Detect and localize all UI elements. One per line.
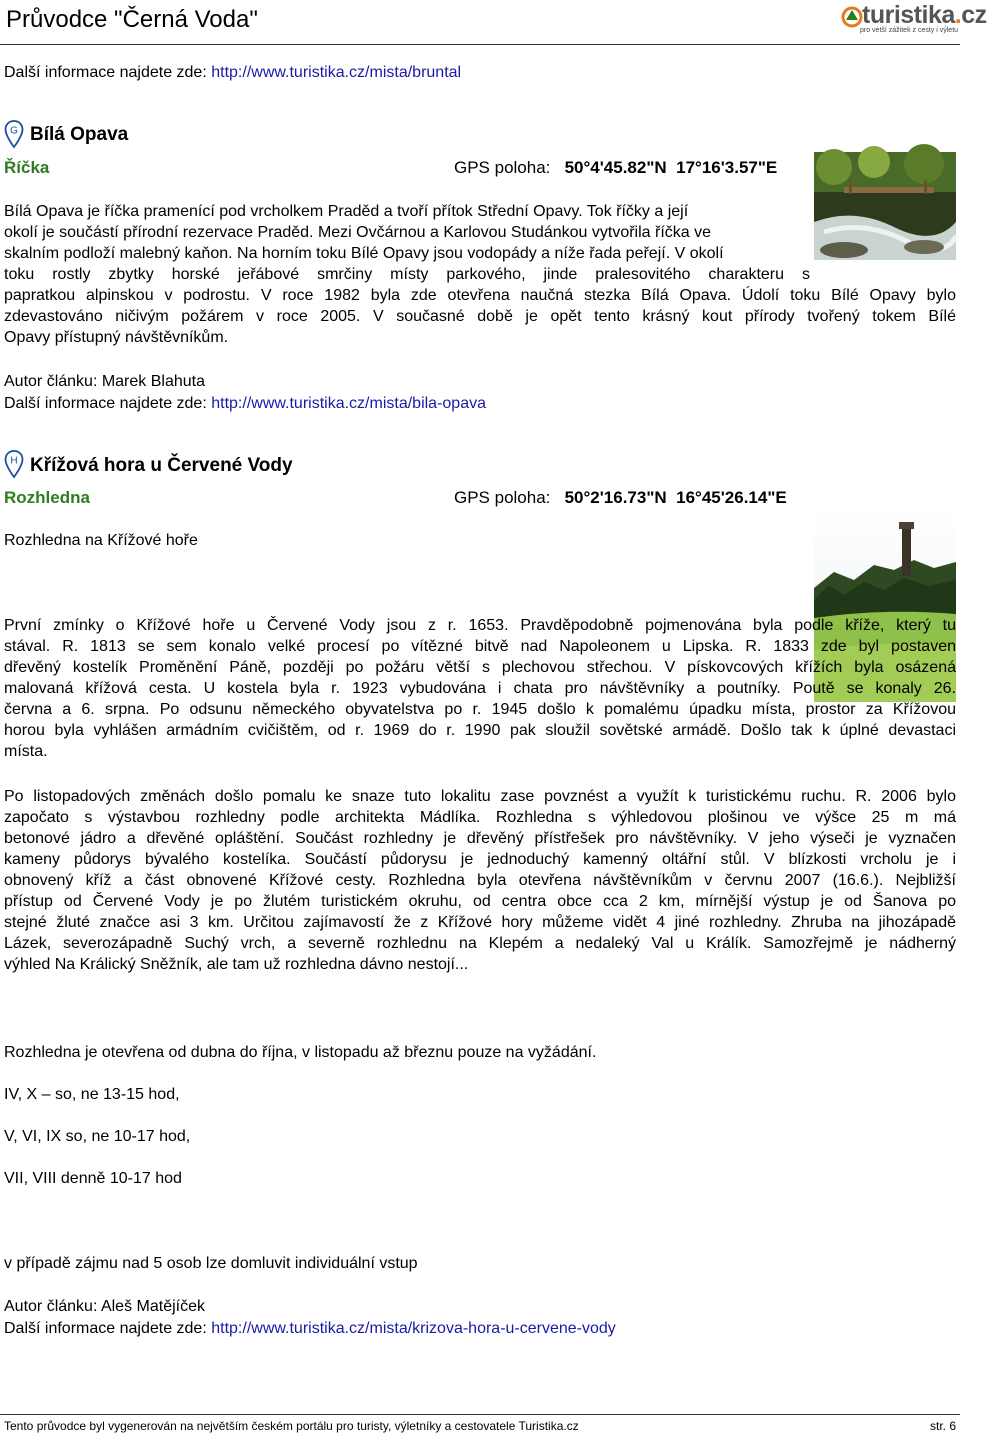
paragraph-line: skalním podloží malebný kaňon. Na horním toku Bílé Opavy jsou vodopády a níže řada peřejí. V okolí — [4, 245, 724, 262]
paragraph-line: zdevastováno ničivým požárem v roce 2005. V současné době je opět tento krásný kout přírody tvořený tokem Bílé — [4, 308, 956, 325]
paragraph-line: výhled Na Králický Sněžník, ale tam už rozhledna dávno nestojí... — [4, 956, 469, 973]
gps-position — [454, 158, 777, 178]
paragraph-line: kameny půdorys bývalého kostelíka. Součástí půdorysu je jednoduchý kamenný oltářní stůl. V blízkosti vrcholu je i — [4, 851, 956, 868]
opening-hours-item: VII, VIII denně 10-17 hod — [4, 1170, 182, 1187]
poi-title: Křížová hora u Červené Vody — [30, 455, 293, 476]
poi-category: Říčka — [4, 158, 50, 177]
paragraph-line: června a 6. srpna. Po odsunu německého obyvatelstva po r. 1945 došlo k pomalému úpadku místa, prostor za Křížovou — [4, 701, 956, 718]
poi-description — [4, 201, 956, 348]
opening-hours-item: IV, X – so, ne 13-15 hod, — [4, 1086, 180, 1103]
more-info-row — [4, 394, 486, 413]
paragraph-line: stával. R. 1813 se sem konalo velké procesí po vítězné bitvě nad Napoleonem u Lipska. R. 1833 zde byl postaven — [4, 638, 956, 655]
paragraph-line: malovaná křížová cesta. U kostela byla r. 1923 vybudována i chata pro návštěvníky a poutníky. Poutě se konaly 26. — [4, 680, 956, 697]
more-info-row — [4, 63, 461, 82]
more-info-row — [4, 1319, 616, 1338]
opening-info: Rozhledna je otevřena od dubna do října, v listopadu až březnu pouze na vyžádání. — [4, 1044, 597, 1061]
poi-category: Rozhledna — [4, 488, 90, 507]
paragraph-line: stejné žluté značce asi 3 km. Určitou zajímavostí že z Křížové hory můžeme vidět 4 jiné rozhledny. Zhruba na jihozápadě — [4, 914, 956, 931]
paragraph-line: toku rostly zbytky horské jeřábové smrčiny místy parkového, jinde pralesovitého charakteru s — [4, 266, 810, 283]
more-info-label: Další informace najdete zde: — [4, 395, 207, 412]
page-title: Průvodce "Černá Voda" — [6, 6, 258, 33]
paragraph-line: Opavy přístupný návštěvníkům. — [4, 329, 229, 346]
paragraph-line: přístup od Červené Vody je po žlutém turistickém okruhu, od centra obce cca 2 km, mírnější výstup je od Šanova po — [4, 893, 956, 910]
map-marker-h-icon — [4, 450, 24, 478]
author-line: Autor článku: Marek Blahuta — [4, 373, 205, 390]
poi-title: Bílá Opava — [30, 124, 129, 145]
paragraph-line: místa. — [4, 743, 48, 760]
more-info-link[interactable]: http://www.turistika.cz/mista/bruntal — [211, 64, 462, 81]
paragraph-line: První zmínky o Křížové hoře u Červené Vody jsou z r. 1653. Pravděpodobně pojmenována byla podle kříže, který tu — [4, 617, 956, 634]
gps-longitude: 17°16'3.57"E — [676, 158, 778, 177]
poi-tower-paragraph — [4, 786, 956, 975]
turistika-logo[interactable] — [836, 1, 987, 40]
gps-latitude: 50°2'16.73"N — [564, 488, 667, 507]
gps-position — [454, 488, 787, 508]
opening-hours-item: V, VI, IX so, ne 10-17 hod, — [4, 1128, 191, 1145]
author-line: Autor článku: Aleš Matějíček — [4, 1298, 205, 1315]
paragraph-line: betonové jádro a dřevěné opláštění. Součást rozhledny je dřevěný přístřešek pro návštěvníky. V jeho výseči je vyznačen — [4, 830, 956, 847]
header-divider — [0, 44, 960, 45]
footer-text: Tento průvodce byl vygenerován na největším českém portálu pro turisty, výletníky a cestovatele Turistika.cz — [4, 1419, 579, 1433]
paragraph-line: započato s výstavbou rozhledny podle architekta Mádlíka. Rozhledna s výhledovou plošinou ve výšce 25 m má — [4, 809, 956, 826]
paragraph-line: Po listopadových změnách došlo pomalu ke snaze tuto lokalitu zase povznést a využít k turistickému ruchu. R. 2006 bylo — [4, 788, 956, 805]
paragraph-line: Lázek, severozápadně Suchý vrch, a severně rozhlednu na Klepém a nedaleký Val u Králík. Samozřejmě je nádherný — [4, 935, 956, 952]
page-number: str. 6 — [929, 1419, 956, 1433]
logo-mark-icon — [840, 6, 864, 28]
paragraph-line: Bílá Opava je říčka pramenící pod vrcholkem Praděd a tvoří přítok Střední Opavy. Tok říčky a její — [4, 203, 689, 220]
more-info-label: Další informace najdete zde: — [4, 64, 207, 81]
paragraph-line: papratkou alpinskou v podrostu. V roce 1982 byla zde otevřena naučná stezka Bílá Opava. Údolí toku Bílé Opavy bylo — [4, 287, 956, 304]
paragraph-line: horou byla vyhlášen armádním cvičištěm, od r. 1969 do r. 1990 pak sloužil sovětské armádě. Došlo tak k úplné devastaci — [4, 722, 956, 739]
gps-longitude: 16°45'26.14"E — [676, 488, 787, 507]
footer-divider — [0, 1414, 960, 1415]
group-note: v případě zájmu nad 5 osob lze domluvit individuální vstup — [4, 1255, 418, 1272]
paragraph-line: dřevěný kostelík Proměnění Páně, později po požáru větší s plechovou střechou. V pískovcových křížích byla osázená — [4, 659, 956, 676]
paragraph-line: okolí je součástí přírodní rezervace Praděd. Mezi Ovčárnou a Karlovou Studánkou vytvořila říčka ve — [4, 224, 712, 241]
poi-history-paragraph — [4, 615, 956, 762]
more-info-link[interactable]: http://www.turistika.cz/mista/krizova-hora-u-cervene-vody — [211, 1320, 616, 1337]
logo-tagline: pro vėtší zážitek z cesty i výletu — [860, 27, 959, 34]
paragraph-line: obnovený kříž a část obnovené Křížové cesty. Rozhledna byla otevřena návštěvníkům v červnu 2007 (16.6.). Nejbližší — [4, 872, 956, 889]
more-info-link[interactable]: http://www.turistika.cz/mista/bila-opava — [211, 395, 486, 412]
gps-label: GPS poloha: — [454, 158, 551, 177]
map-marker-g-icon — [4, 120, 24, 148]
svg-text:G: G — [10, 125, 18, 137]
more-info-label: Další informace najdete zde: — [4, 1320, 207, 1337]
logo-wordmark: turistika.cz — [862, 1, 987, 29]
poi-subtitle: Rozhledna na Křížové hoře — [4, 532, 198, 549]
gps-label: GPS poloha: — [454, 488, 551, 507]
svg-text:H: H — [10, 455, 18, 467]
gps-latitude: 50°4'45.82"N — [564, 158, 667, 177]
